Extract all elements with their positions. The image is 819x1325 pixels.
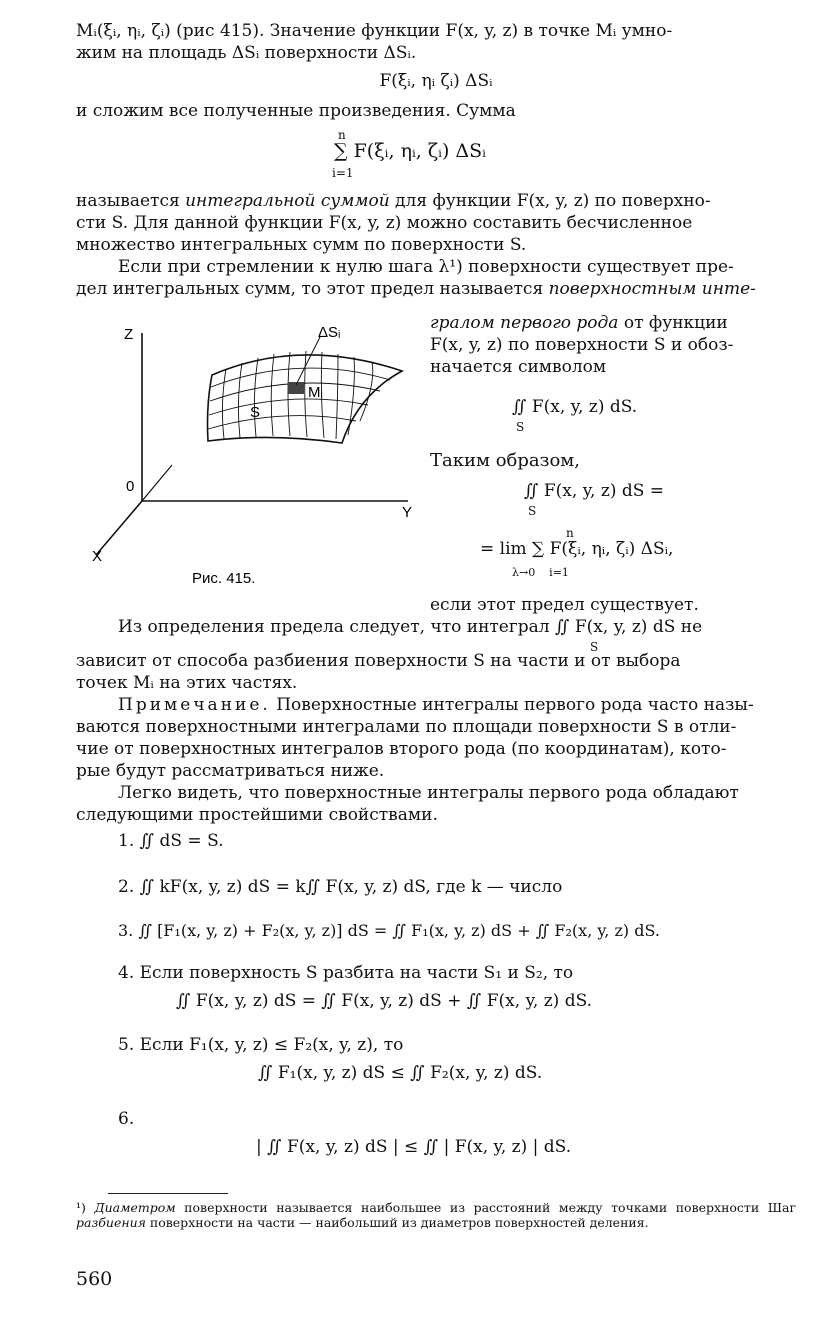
property-5: 5. Если F₁(x, y, z) ≤ F₂(x, y, z), то: [118, 1035, 404, 1055]
property-6: 6.: [118, 1109, 135, 1129]
surface-diagram: [90, 325, 420, 590]
text-line: рые будут рассматриваться ниже.: [76, 761, 385, 781]
text-line: гралом первого рода от функции: [430, 313, 728, 333]
text-line: если этот предел существует.: [430, 595, 699, 615]
text-line: чие от поверхностных интегралов второго рода (по координатам), кото-: [76, 739, 727, 759]
text-line: называется интегральной суммой для функции F(x, y, z) по поверхно-: [76, 191, 711, 211]
sum-upper: n: [338, 128, 346, 142]
sum-lower: i=1: [332, 166, 354, 180]
figure-415: [90, 325, 420, 590]
formula-definition: ∬ F(x, y, z) dS = S n = lim ∑ F(ξᵢ, ηᵢ, ζᵢ) ΔSᵢ, λ→0 i=1: [480, 481, 674, 579]
figure-caption: Рис. 415.: [192, 570, 256, 587]
text-line: начается символом: [430, 357, 607, 377]
text-line: жим на площадь ΔSᵢ поверхности ΔSᵢ.: [76, 43, 417, 63]
text-line: и сложим все полученные произведения. Сумма: [76, 101, 516, 121]
sum-expr: ∑ F(ξᵢ, ηᵢ, ζᵢ) ΔSᵢ: [334, 140, 486, 162]
page-body: [76, 20, 796, 300]
footnote: ¹) Диаметром поверхности называется наибольшее из расстояний между точками поверхности Шаг разбиения поверхности на части — наибольший из диаметров поверхностей деления.: [76, 1200, 796, 1230]
text-line: Mᵢ(ξᵢ, ηᵢ, ζᵢ) (рис 415). Значение функции F(x, y, z) в точке Mᵢ умно-: [76, 21, 673, 41]
text-line: сти S. Для данной функции F(x, y, z) можно составить бесчисленное: [76, 213, 693, 233]
text-line: зависит от способа разбиения поверхности S на части и от выбора: [76, 651, 681, 671]
text-line: F(x, y, z) по поверхности S и обоз-: [430, 335, 734, 355]
page-number: 560: [76, 1268, 113, 1290]
text-line: Таким образом,: [430, 450, 581, 471]
text-line: точек Mᵢ на этих частях.: [76, 673, 298, 693]
text-line: Из определения предела следует, что интеграл ∬ F(x, y, z) dS не: [118, 617, 703, 637]
text-line: Если при стремлении к нулю шага λ¹) поверхности существует пре-: [118, 257, 734, 277]
formula-symbol: ∬ F(x, y, z) dS. S: [512, 397, 638, 434]
property-5-formula: ∬ F₁(x, y, z) dS ≤ ∬ F₂(x, y, z) dS.: [258, 1063, 543, 1083]
property-3: 3. ∬ [F₁(x, y, z) + F₂(x, y, z)] dS = ∬ F₁(x, y, z) dS + ∬ F₂(x, y, z) dS.: [118, 921, 660, 940]
surface-s-label: S: [250, 404, 261, 421]
axis-label-x: X: [92, 548, 103, 565]
formula-sum: [76, 122, 796, 184]
property-6-formula: | ∬ F(x, y, z) dS | ≤ ∬ | F(x, y, z) | dS.: [256, 1137, 572, 1157]
axis-label-y: Y: [402, 504, 413, 521]
text-line: множество интегральных сумм по поверхности S.: [76, 235, 527, 255]
text-line: Примечание. Поверхностные интегралы первого рода часто назы-: [118, 695, 754, 715]
property-2: 2. ∬ kF(x, y, z) dS = k∬ F(x, y, z) dS, где k — число: [118, 877, 563, 897]
property-4-formula: ∬ F(x, y, z) dS = ∬ F(x, y, z) dS + ∬ F(x, y, z) dS.: [176, 991, 593, 1011]
text-line: Легко видеть, что поверхностные интегралы первого рода обладают: [118, 783, 739, 803]
origin-label: 0: [126, 478, 135, 495]
property-4: 4. Если поверхность S разбита на части S₁ и S₂, то: [118, 963, 574, 983]
right-column: [430, 312, 796, 616]
property-1: 1. ∬ dS = S.: [118, 831, 224, 851]
text-line: следующими простейшими свойствами.: [76, 805, 438, 825]
axis-label-z: Z: [124, 326, 134, 343]
footnote-divider: [108, 1193, 228, 1194]
text-line: дел интегральных сумм, то этот предел называется поверхностным инте-: [76, 279, 756, 299]
formula-product: F(ξᵢ, ηᵢ ζᵢ) ΔSᵢ: [379, 71, 493, 91]
text-line: ваются поверхностными интегралами по площади поверхности S в отли-: [76, 717, 737, 737]
main-text-2: Из определения предела следует, что интеграл ∬ F(x, y, z) dS не S зависит от способа разбиения поверхности S на части и от выбора точек Mᵢ на этих частях. Примечание. Поверхностные интегралы первого рода часто назы- ваются поверхностными интегралами по площади поверхности S в отли- чие от поверхностных интегралов второго рода (по координатам), кото- рые будут рассматриваться ниже. Легко видеть, что поверхностные интегралы первого рода обладают следующими простейшими свойствами.: [76, 616, 796, 826]
point-m-label: Mᵢ: [308, 384, 323, 401]
delta-s-label: ΔSᵢ: [318, 325, 341, 341]
